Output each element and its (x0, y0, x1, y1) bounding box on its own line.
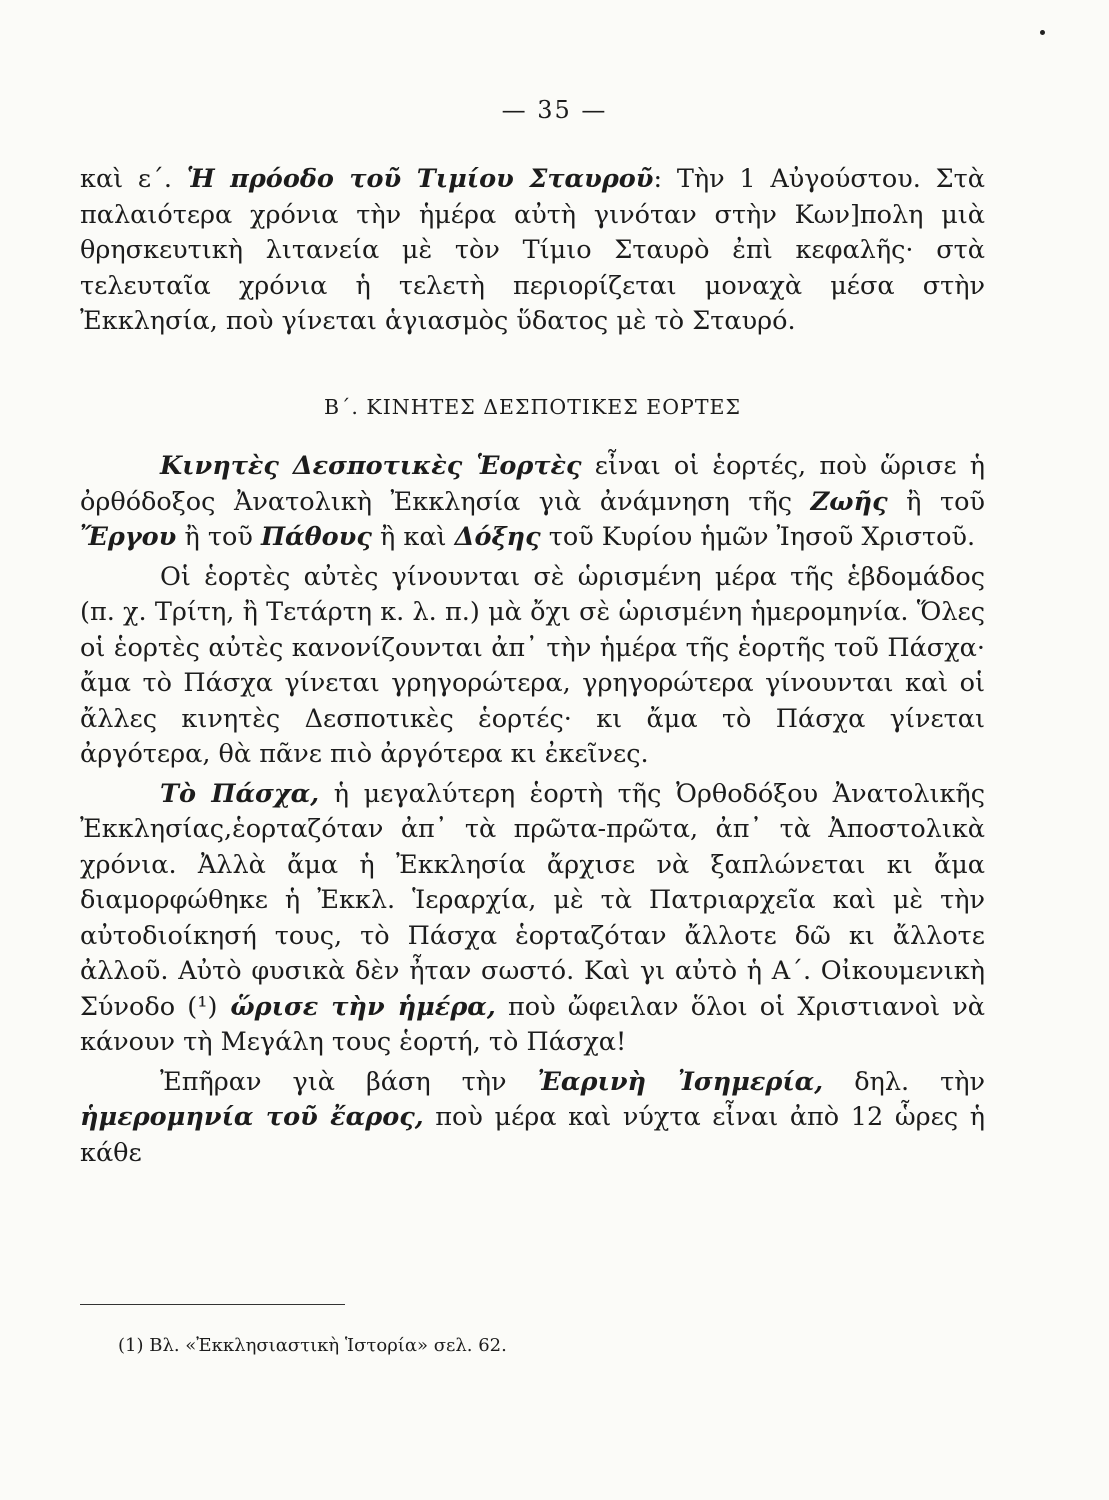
paragraph-text: τοῦ Κυρίου ἡμῶν Ἰησοῦ Χριστοῦ. (540, 522, 976, 552)
paragraph-text: ποὺ μέρα καὶ νύχτα εἶναι ἀπὸ 12 ὧρες ἡ κάθε (80, 1102, 985, 1168)
term-spring-date: ἡμερομηνία τοῦ ἔαρος, (80, 1102, 424, 1132)
feast-title: Ἡ πρόοδο τοῦ Τιμίου Σταυροῦ (186, 164, 654, 194)
footnote-ref: (¹) (187, 991, 218, 1022)
term-easter: Τὸ Πάσχα, (160, 778, 320, 809)
paragraph-text: δηλ. τὴν (823, 1066, 985, 1097)
term-movable-feasts: Κινητὲς Δεσποτικὲς Ἑορτὲς (160, 451, 582, 481)
term-work: Ἔργου (80, 522, 177, 552)
term-life: Ζωῆς (810, 486, 888, 517)
page-number: — 35 — (501, 96, 608, 124)
section-heading: Β΄. ΚΙΝΗΤΕΣ ΔΕΣΠΟΤΙΚΕΣ ΕΟΡΤΕΣ (324, 394, 741, 419)
paragraph-text: ἢ τοῦ (176, 522, 261, 552)
paragraph-text: : Τὴν 1 Αὐγούστου. Στὰ παλαιότερα χρόνια τὴν ἡμέρα αὐτὴ γινόταν στὴν Κων]πολη μιὰ θρησκευτικὴ λιτανεία μὲ τὸν Τίμιο Σταυρὸ ἐπὶ κεφαλῆς· στὰ τελευταῖα χρόνια ἡ τελετὴ περιορίζεται μοναχὰ μέσα στὴν Ἐκκλησία, ποὺ γίνεται ἁγιασμὸς ὕδατος μὲ τὸ Σταυρό. (80, 164, 985, 336)
term-spring-equinox: Ἐαρινὴ Ἰσημερία, (537, 1066, 824, 1097)
paragraph-equinox (80, 1065, 985, 1172)
page-body (80, 162, 985, 1171)
paragraph-text: εἶναι οἱ ἑορτές, ποὺ ὥρισε ἡ ὀρθόδοξος Ἀνατολικὴ Ἐκκλησία γιὰ ἀνάμνηση τῆς (80, 451, 986, 517)
paragraph-text: ἢ τοῦ (887, 486, 985, 517)
term-set-the-day: ὥρισε τὴν ἡμέρα, (217, 991, 496, 1022)
paragraph-text: ποὺ ὤφειλαν ὅλοι οἱ Χριστιανοὶ νὰ κάνουν τὴ Μεγάλη τους ἑορτή, τὸ Πάσχα! (80, 991, 985, 1057)
paragraph-feast-days: Οἱ ἑορτὲς αὐτὲς γίνουνται σὲ ὡρισμένη μέρα τῆς ἑβδομάδος (π. χ. Τρίτη, ἢ Τετάρτη κ. λ. π.) μὰ ὄχι σὲ ὡρισμένη ἡμερομηνία. Ὅλες οἱ ἑορτὲς αὐτὲς κανονίζουνται ἀπ᾽ τὴν ἡμέρα τῆς ἑορτῆς τοῦ Πάσχα· ἄμα τὸ Πάσχα γίνεται γρηγορώτερα, γρηγορώτερα γίνουνται καὶ οἱ ἄλλες κινητὲς Δεσποτικὲς ἑορτές· κι ἄμα τὸ Πάσχα γίνεται ἀργότερα, θὰ πᾶνε πιὸ ἀργότερα κι ἐκεῖνες. (80, 561, 985, 769)
ink-speck (1040, 30, 1045, 35)
paragraph-cross-procession (80, 162, 985, 340)
footnote: (1) Βλ. «Ἐκκλησιαστικὴ Ἱστορία» σελ. 62. (118, 1335, 507, 1356)
footnote-rule (80, 1304, 345, 1305)
paragraph-movable-feasts (80, 449, 985, 556)
term-passion: Πάθους (260, 522, 372, 552)
term-glory: Δόξης (454, 522, 541, 552)
paragraph-text: ἢ καὶ (371, 522, 455, 552)
item-label: καὶ ε΄. (80, 164, 172, 194)
paragraph-easter (80, 777, 985, 1061)
paragraph-text: ἡ μεγαλύτερη ἑορτὴ τῆς Ὀρθοδόξου Ἀνατολικῆς Ἐκκλησίας,ἑορταζόταν ἀπ᾽ τὰ πρῶτα-πρῶτα, ἀπ᾽ τὰ Ἀποστολικὰ χρόνια. Ἀλλὰ ἄμα ἡ Ἐκκλησία ἄρχισε νὰ ξαπλώνεται κι ἄμα διαμορφώθηκε ἡ Ἐκκλ. Ἱεραρχία, μὲ τὰ Πατριαρχεῖα καὶ μὲ τὴν αὐτοδιοίκησή τους, τὸ Πάσχα ἑορταζόταν ἄλλοτε δῶ κι ἄλλοτε ἀλλοῦ. Αὐτὸ φυσικὰ δὲν ἦταν σωστό. Καὶ γι αὐτὸ ἡ Α΄. Οἰκουμενικὴ Σύνοδο (80, 778, 985, 1022)
paragraph-text: Ἐπῆραν γιὰ βάση τὴν (160, 1066, 538, 1097)
